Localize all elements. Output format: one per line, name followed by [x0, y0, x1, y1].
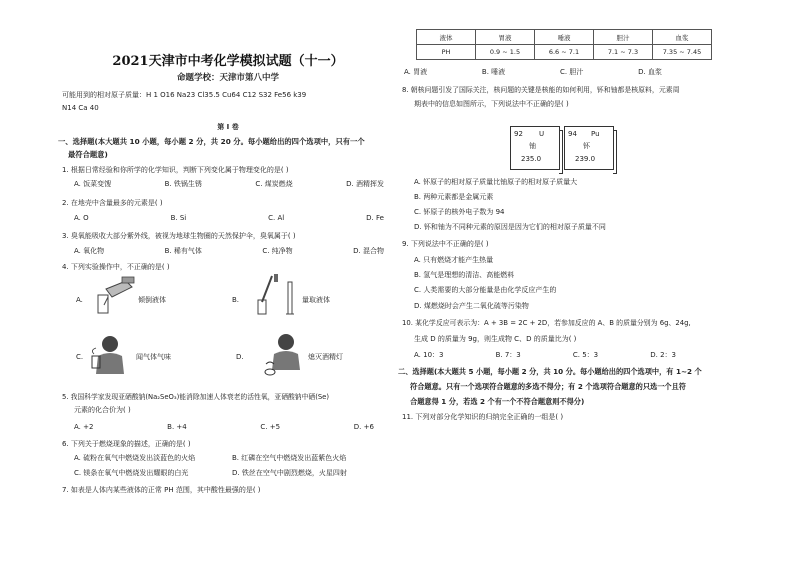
- q4-option-d-text: 熄灭酒精灯: [308, 353, 343, 361]
- ph-table-cell: 7.1 ~ 7.3: [594, 45, 653, 60]
- q7-options: [404, 68, 662, 77]
- q3-stem: 3. 臭氧能吸收大部分紫外线，被视为地球生物圈的天然保护伞，臭氧属于( ): [62, 232, 296, 240]
- q7-option-d[interactable]: D. 血浆: [638, 68, 662, 76]
- q3-options: [74, 247, 384, 256]
- uranium-symbol: U: [539, 130, 545, 138]
- q11-stem: 11. 下列对部分化学知识的归纳完全正确的一组是( ): [402, 413, 564, 421]
- q6-option-b[interactable]: B. 红磷在空气中燃烧发出蓝紫色火焰: [232, 454, 347, 462]
- q1-option-a[interactable]: A. 饭菜变馊: [74, 180, 112, 188]
- q9-option-b[interactable]: B. 氢气是理想的清洁、高能燃料: [414, 271, 515, 279]
- q2-stem: 2. 在地壳中含量最多的元素是( ): [62, 199, 163, 207]
- q5-stem-line1: 5. 我国科学家发现亚硒酸钠(Na₂SeO₃)能消除加速人体衰老的活性氧，亚硒酸钠中硒(Se): [62, 393, 329, 401]
- q5-options: [74, 423, 374, 432]
- q7-option-c[interactable]: C. 胆汁: [559, 68, 584, 76]
- section2-heading-line1: 二、选择题(本大题共 5 小题，每小题 2 分，共 10 分。每小题给出的四个选项中，有 1~2 个: [398, 367, 702, 376]
- section1-heading-line1: 一、选择题(本大题共 10 小题，每小题 2 分，共 20 分。每小题给出的四个选项中，只有一个: [58, 137, 365, 146]
- q1-option-b[interactable]: B. 铁锅生锈: [164, 180, 202, 188]
- q2-options: [74, 214, 384, 223]
- q5-option-a[interactable]: A. +2: [74, 423, 94, 431]
- q10-stem-line1: 10. 某化学反应可表示为：A + 3B = 2C + 2D，若参加反应的 A、B 的质量分别为 6g、24g,: [402, 319, 691, 327]
- q10-option-a[interactable]: A. 10：3: [414, 351, 444, 359]
- uranium-element-card: [510, 126, 560, 170]
- q7-option-b[interactable]: B. 唾液: [481, 68, 506, 76]
- plutonium-mass: 239.0: [575, 155, 596, 163]
- uranium-atomic-number: 92: [514, 130, 523, 138]
- q2-option-d[interactable]: D. Fe: [366, 214, 384, 222]
- section1-heading-line2: 最符合题意): [68, 150, 108, 159]
- q8-option-c[interactable]: C. 钚原子的核外电子数为 94: [414, 208, 505, 216]
- uranium-mass: 235.0: [521, 155, 542, 163]
- q4-option-b-text: 量取液体: [302, 296, 330, 304]
- ph-table-cell: 7.35 ~ 7.45: [653, 45, 712, 60]
- q3-option-b[interactable]: B. 稀有气体: [164, 247, 202, 255]
- q3-option-d[interactable]: D. 混合物: [353, 247, 384, 255]
- ph-table: [416, 29, 712, 60]
- ph-table-cell: PH: [417, 45, 476, 60]
- q4-option-a-text: 倾倒液体: [138, 296, 166, 304]
- pouring-liquid-illustration: [92, 275, 142, 315]
- atomic-masses-line2: N14 Ca 40: [62, 104, 99, 112]
- q8-option-a[interactable]: A. 钚原子的相对原子质量比铀原子的相对原子质量大: [414, 178, 578, 186]
- q5-option-c[interactable]: C. +5: [260, 423, 281, 431]
- q6-option-c[interactable]: C. 镁条在氧气中燃烧发出耀眼的白光: [74, 469, 189, 477]
- q4-option-b-letter[interactable]: B.: [232, 296, 240, 304]
- q5-option-b[interactable]: B. +4: [167, 423, 187, 431]
- q4-option-c-letter[interactable]: C.: [76, 353, 84, 361]
- q2-option-b[interactable]: B. Si: [170, 214, 187, 222]
- q10-option-d[interactable]: D. 2：3: [650, 351, 676, 359]
- plutonium-element-card: [564, 126, 614, 170]
- q6-option-a[interactable]: A. 硫粉在氧气中燃烧发出淡蓝色的火焰: [74, 454, 196, 462]
- q4-option-d-letter[interactable]: D.: [236, 353, 244, 361]
- q3-option-c[interactable]: C. 纯净物: [262, 247, 293, 255]
- q10-option-c[interactable]: C. 5：3: [572, 351, 599, 359]
- q10-options: [414, 351, 676, 360]
- q6-stem: 6. 下列关于燃烧现象的描述，正确的是( ): [62, 440, 191, 448]
- smelling-gas-illustration: [90, 332, 134, 376]
- plutonium-atomic-number: 94: [568, 130, 577, 138]
- q5-stem-line2: 元素的化合价为( ): [74, 406, 131, 414]
- school-line: 命题学校：天津市第八中学: [176, 73, 279, 83]
- q1-options: [74, 180, 384, 189]
- q4-option-a-letter[interactable]: A.: [76, 296, 83, 304]
- ph-table-cell: 胃液: [476, 30, 535, 45]
- q9-option-d[interactable]: D. 煤燃烧时会产生二氧化硫等污染物: [414, 302, 529, 310]
- q2-option-c[interactable]: C. Al: [268, 214, 285, 222]
- q7-option-a[interactable]: A. 胃液: [404, 68, 428, 76]
- ph-table-cell: 液体: [417, 30, 476, 45]
- q7-stem: 7. 如表是人体内某些液体的正常 PH 范围，其中酸性最强的是( ): [62, 486, 261, 494]
- q10-option-b[interactable]: B. 7：3: [495, 351, 521, 359]
- ph-table-cell: 6.6 ~ 7.1: [535, 45, 594, 60]
- volume-label: 第 I 卷: [217, 123, 239, 131]
- q8-option-d[interactable]: D. 钚和铀为不同种元素的原因是因为它们的相对原子质量不同: [414, 223, 606, 231]
- ph-table-cell: 血浆: [653, 30, 712, 45]
- q10-stem-line2: 生成 D 的质量为 9g，则生成物 C、D 的质量比为( ): [414, 335, 577, 343]
- section2-heading-line2: 符合题意。只有一个选项符合题意的多选不得分；有 2 个选项符合题意的只选一个且符: [410, 382, 686, 391]
- ph-table-cell: 0.9 ~ 1.5: [476, 45, 535, 60]
- q2-option-a[interactable]: A. O: [74, 214, 89, 222]
- ph-table-header-row: [417, 30, 712, 45]
- q1-option-d[interactable]: D. 酒精挥发: [346, 180, 384, 188]
- uranium-name: 铀: [529, 142, 536, 150]
- q9-option-a[interactable]: A. 只有燃烧才能产生热量: [414, 256, 494, 264]
- atomic-masses-line1: 可能用到的相对原子质量：H 1 O16 Na23 Cl35.5 Cu64 C12 S32 Fe56 k39: [62, 91, 307, 99]
- q8-stem-line2: 期表中的信息如图所示，下列说法中不正确的是( ): [414, 100, 569, 108]
- ph-table-row: [417, 45, 712, 60]
- page-title: 2021天津市中考化学模拟试题（十一）: [112, 54, 344, 69]
- q4-option-c-text: 闻气体气味: [136, 353, 171, 361]
- plutonium-symbol: Pu: [591, 130, 600, 138]
- ph-table-cell: 胆汁: [594, 30, 653, 45]
- section2-heading-line3: 合题意得 1 分，若选 2 个有一个不符合题意则不得分): [410, 397, 585, 406]
- plutonium-name: 钚: [583, 142, 590, 150]
- extinguish-lamp-illustration: [260, 330, 306, 376]
- q8-stem-line1: 8. 朝核问题引发了国际关注，核问题的关键是核能的如何利用，钚和铀都是核原料，元素周: [402, 86, 680, 94]
- measuring-liquid-illustration: [248, 272, 298, 316]
- q1-stem: 1. 根据日常经验和你所学的化学知识，判断下列变化属于物理变化的是( ): [62, 166, 289, 174]
- q5-option-d[interactable]: D. +6: [353, 423, 374, 431]
- q4-stem: 4. 下列实验操作中，不正确的是( ): [62, 263, 170, 271]
- q6-option-d[interactable]: D. 铁丝在空气中剧烈燃烧，火星四射: [232, 469, 347, 477]
- ph-table-cell: 唾液: [535, 30, 594, 45]
- q3-option-a[interactable]: A. 氧化物: [74, 247, 105, 255]
- q9-option-c[interactable]: C. 人类需要的大部分能量是由化学反应产生的: [414, 286, 557, 294]
- q9-stem: 9. 下列说法中不正确的是( ): [402, 240, 489, 248]
- q1-option-c[interactable]: C. 煤炭燃烧: [255, 180, 293, 188]
- q8-option-b[interactable]: B. 两种元素都是金属元素: [414, 193, 494, 201]
